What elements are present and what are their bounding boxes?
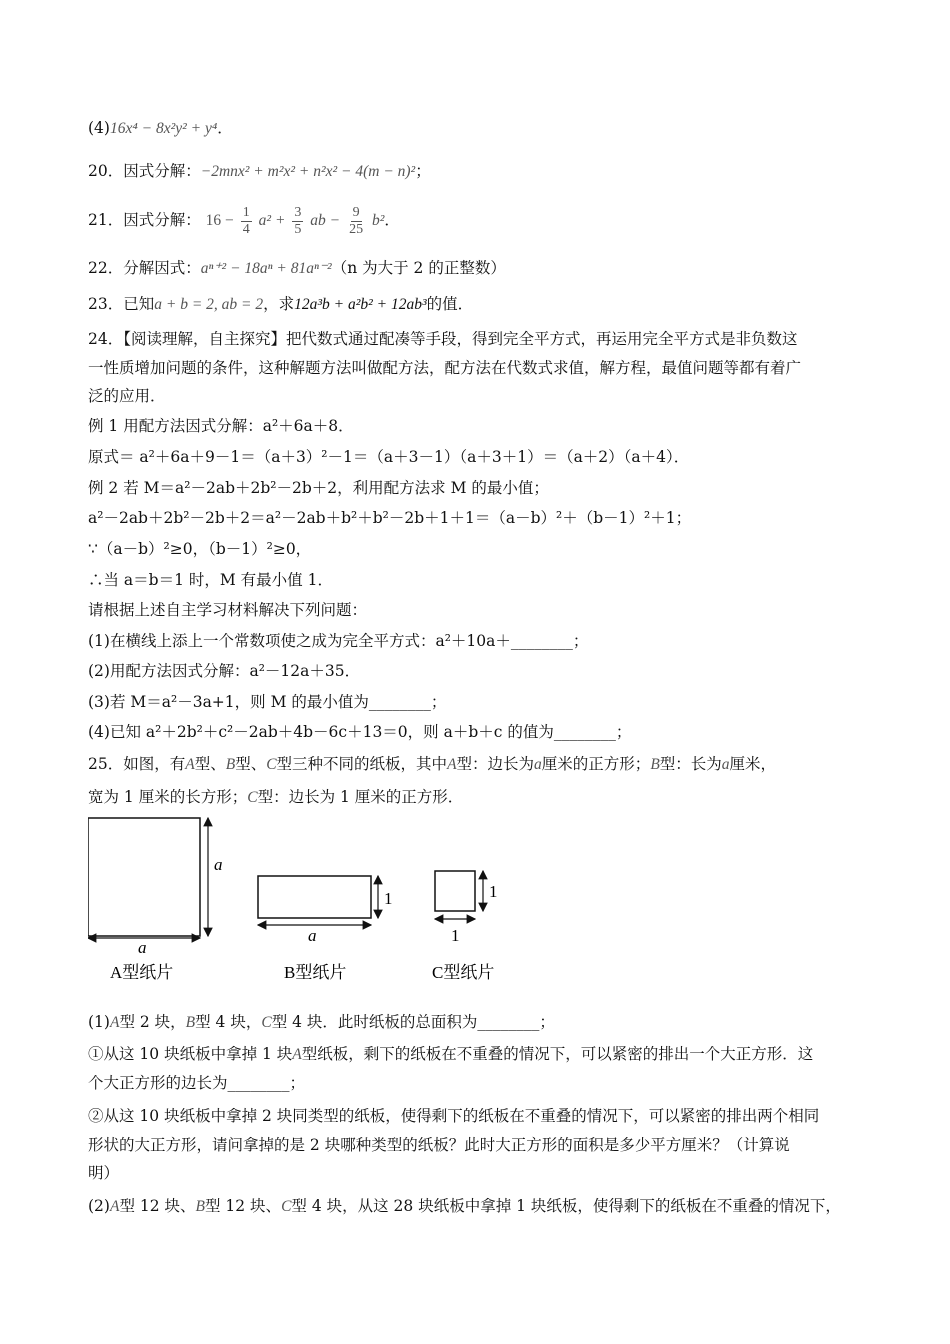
- numerator: 3: [294, 204, 302, 220]
- example2-line4: ∴当 a＝b＝1 时，M 有最小值 1．: [88, 571, 333, 589]
- var: B: [195, 1198, 205, 1215]
- example2-line1: 例 2 若 M＝a²－2ab＋2b²－2b＋2，利用配方法求 M 的最小值；: [88, 479, 549, 497]
- text: 型：边长为: [456, 755, 535, 773]
- denominator: 4: [242, 221, 250, 237]
- var: B: [185, 1014, 196, 1031]
- b-bottom-label: a: [308, 926, 317, 945]
- expr-part: a² +: [258, 212, 286, 229]
- var: C: [247, 789, 258, 806]
- var: a: [534, 756, 542, 773]
- text: 型纸板，剩下的纸板在不重叠的情况下，可以紧密的排出一个大正方形．这: [301, 1045, 814, 1063]
- text: 型 12 块、: [119, 1197, 196, 1215]
- caption-c: C型纸片: [432, 963, 495, 982]
- question-label: 21．因式分解：: [88, 211, 201, 229]
- text: 厘米的正方形；: [541, 755, 651, 773]
- b-rectangle: [258, 876, 371, 918]
- question-label: 23．已知: [88, 295, 155, 313]
- q25-line1: [88, 752, 776, 777]
- text: 型 4 块，: [195, 1013, 262, 1031]
- example1-line2: 原式＝ a²＋6a＋9－1＝（a＋3）²－1＝（a＋3－1）（a＋3＋1）＝（a＋2）（a＋4）．: [88, 448, 690, 466]
- text: 型三种不同的纸板，其中: [276, 755, 448, 773]
- question-23: [88, 292, 473, 317]
- paper-pieces-figure: [88, 808, 528, 988]
- q24-task: 请根据上述自主学习材料解决下列问题：: [88, 601, 368, 619]
- text: 型、: [235, 755, 267, 773]
- q25-line2: [88, 785, 463, 810]
- example2-line2: a²－2ab＋2b²－2b＋2＝a²－2ab＋b²＋b²－2b＋1＋1＝（a－b）²＋（b－1）²＋1；: [88, 509, 692, 527]
- text: (1): [88, 1013, 110, 1031]
- a-square: [88, 818, 200, 936]
- q24-intro-line2: 一性质增加问题的条件，这种解题方法叫做配方法，配方法在代数式求值，解方程，最值问题等都有着广: [88, 359, 802, 377]
- caption-a: A型纸片: [110, 963, 174, 982]
- q25-c1-line2: 个大正方形的边长为________；: [88, 1074, 306, 1092]
- c-side-label: 1: [489, 882, 498, 901]
- expression: 16x⁴ − 8x²y² + y⁴: [109, 120, 218, 137]
- text: 型 4 块．此时纸板的总面积为________；: [271, 1013, 555, 1031]
- q25-c1-line1: [88, 1042, 813, 1067]
- condition: a + b = 2, ab = 2: [154, 296, 264, 313]
- q25-part2: [88, 1194, 841, 1219]
- text: 型：长为: [659, 755, 722, 773]
- text: 型 4 块，从这 28 块纸板中拿掉 1 块纸板，使得剩下的纸板在不重叠的情况下，: [291, 1197, 841, 1215]
- var: C: [266, 756, 277, 773]
- question-20: [88, 159, 431, 184]
- text: 25．如图，有: [88, 755, 186, 773]
- text: ①从这 10 块纸板中拿掉 1 块: [88, 1045, 293, 1063]
- q24-part4: (4)已知 a²＋2b²＋c²－2ab＋4b－6c＋13＝0，则 a＋b＋c 的值为________；: [88, 723, 632, 741]
- b-side-label: 1: [384, 889, 393, 908]
- text: 厘米，: [729, 755, 777, 773]
- punct: ．: [384, 211, 400, 229]
- text: (2): [88, 1197, 110, 1215]
- denominator: 25: [349, 221, 364, 237]
- denominator: 5: [294, 221, 302, 237]
- q25-c2-line2: 形状的大正方形，请问拿掉的是 2 块哪种类型的纸板？此时大正方形的面积是多少平方厘米？（计算说: [88, 1136, 790, 1154]
- question-21: [88, 198, 400, 243]
- expression: −2mnx² + m²x² + n²x² − 4(m − n)²: [200, 163, 416, 180]
- q24-part3: (3)若 M＝a²－3a+1，则 M 的最小值为________；: [88, 693, 447, 711]
- c-square: [435, 871, 475, 911]
- q25-part1: [88, 1010, 555, 1035]
- text: 宽为 1 厘米的长方形；: [88, 788, 248, 806]
- var: C: [261, 1014, 272, 1031]
- var: A: [185, 756, 195, 773]
- numerator: 9: [352, 204, 360, 220]
- fraction: [347, 205, 365, 238]
- note: （n 为大于 2 的正整数）: [331, 259, 506, 277]
- var: C: [281, 1198, 292, 1215]
- q24-intro-line3: 泛的应用．: [88, 387, 166, 405]
- part-label: (4): [88, 119, 110, 137]
- text: 型、: [194, 755, 226, 773]
- text: 的值．: [426, 295, 474, 313]
- a-side-label: a: [214, 855, 223, 874]
- text: 型 12 块、: [204, 1197, 282, 1215]
- text: 型 2 块，: [119, 1013, 186, 1031]
- q24-part2: (2)用配方法因式分解：a²－12a＋35．: [88, 662, 361, 680]
- question-label: 22．分解因式：: [88, 259, 201, 277]
- question-label: 20．因式分解：: [88, 162, 201, 180]
- var: B: [225, 756, 236, 773]
- var: a: [721, 756, 730, 773]
- var: A: [447, 756, 457, 773]
- var: B: [650, 756, 660, 773]
- c-bottom-label: 1: [451, 926, 460, 945]
- q24-part1: (1)在横线上添上一个常数项使之成为完全平方式：a²＋10a＋________；: [88, 632, 589, 650]
- q25-c2-line1: ②从这 10 块纸板中拿掉 2 块同类型的纸板，使得剩下的纸板在不重叠的情况下，可以紧密的排出两个相同: [88, 1107, 820, 1125]
- punct: ；: [415, 162, 431, 180]
- expression: aⁿ⁺² − 18aⁿ + 81aⁿ⁻²: [200, 260, 332, 277]
- expression: 12a³b + a²b² + 12ab³: [294, 296, 427, 313]
- example1-line1: 例 1 用配方法因式分解：a²＋6a＋8．: [88, 417, 354, 435]
- q24-intro-line1: 24．【阅读理解，自主探究】把代数式通过配凑等手段，得到完全平方式，再运用完全平方式是非负数这: [88, 330, 798, 348]
- expr-part: 16 −: [205, 212, 234, 229]
- q25-c2-line3: 明）: [88, 1164, 120, 1182]
- text: ，求: [263, 295, 295, 313]
- q19-part4: (4)16x⁴ − 8x²y² + y⁴．: [88, 119, 233, 137]
- expr-part: b²: [372, 212, 385, 229]
- fraction: [241, 205, 252, 238]
- var: A: [292, 1046, 302, 1063]
- var: A: [109, 1198, 120, 1215]
- fraction: [292, 205, 303, 238]
- expr-part: ab −: [310, 212, 341, 229]
- example2-line3: ∵（a－b）²≥0，（b－1）²≥0，: [88, 540, 312, 558]
- caption-b: B型纸片: [284, 963, 347, 982]
- a-bottom-label: a: [138, 938, 147, 957]
- text: 型：边长为 1 厘米的正方形．: [257, 788, 464, 806]
- question-22: [88, 256, 506, 281]
- var: A: [109, 1014, 120, 1031]
- numerator: 1: [242, 204, 250, 220]
